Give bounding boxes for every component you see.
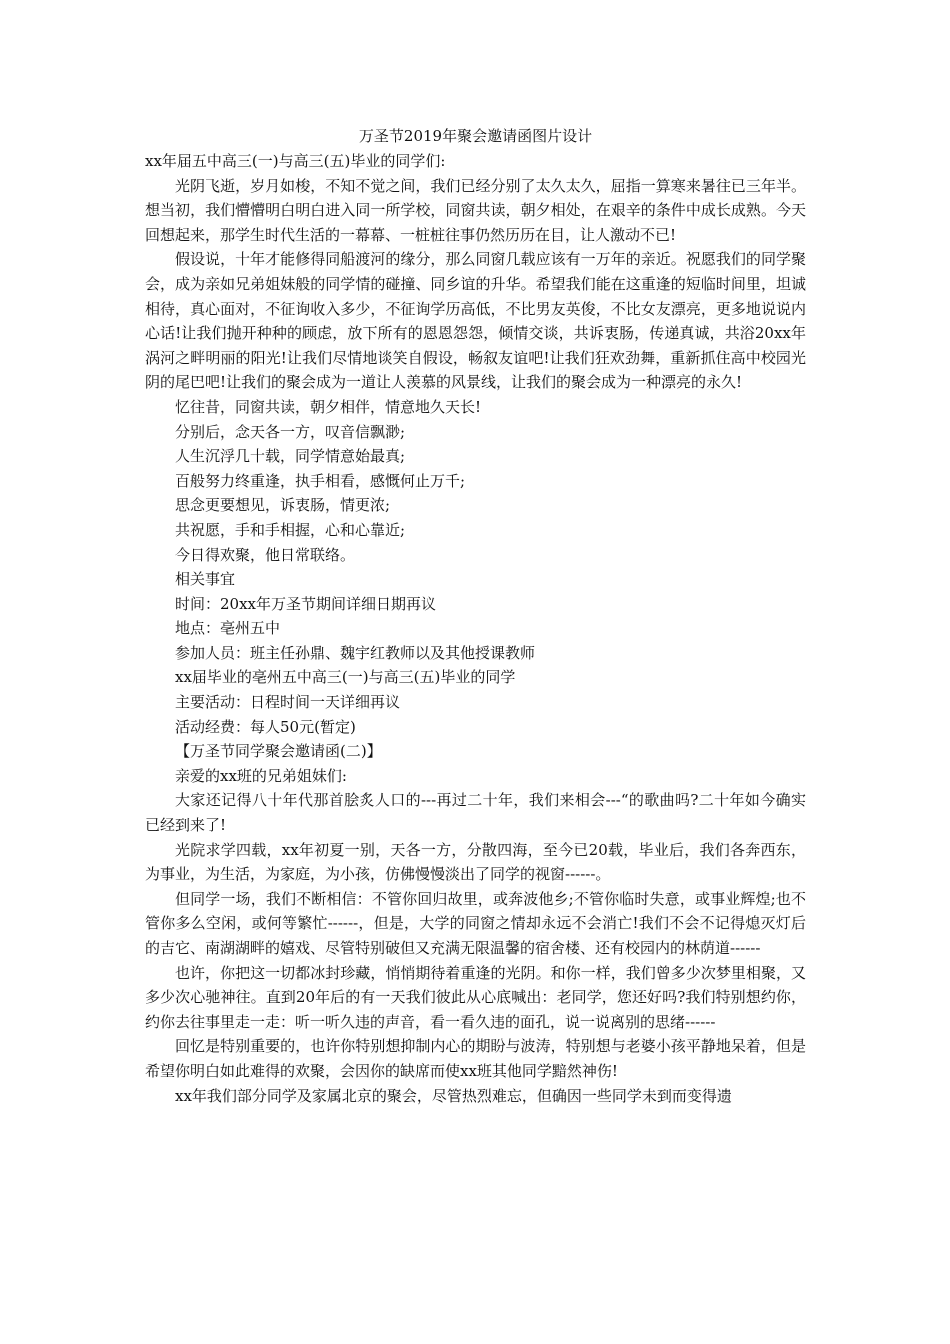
poem-line: 百般努力终重逢，执手相看，感慨何止万千;	[175, 471, 466, 490]
paragraph-truncated: xx年我们部分同学及家属北京的聚会，尽管热烈难忘，但确因一些同学未到而变得遗	[175, 1086, 732, 1105]
section-heading: 【万圣节同学聚会邀请函(二)】	[175, 742, 382, 761]
detail-fee: 活动经费：每人50元(暂定)	[175, 717, 356, 736]
detail-time: 时间：20xx年万圣节期间详细日期再议	[175, 594, 437, 613]
poem-line: 人生沉浮几十载，同学情意始最真;	[175, 447, 406, 466]
paragraph: 但同学一场，我们不断相信：不管你回归故里，或奔波他乡;不管你临时失意，或事业辉煌;也不管你多么空闲，或何等繁忙------，但是，大学的同窗之情却永远不会消亡!我们不会不记得熄灭灯后的吉它、南湖湖畔的嬉戏、尽管特别破但又充满无限温馨的宿舍楼、还有校园内的林荫道------	[145, 889, 806, 957]
details-heading: 相关事宜	[175, 570, 236, 589]
paragraph: 光院求学四载，xx年初夏一别，天各一方，分散四海，至今已20载，毕业后，我们各奔西东，为事业，为生活，为家庭，为小孩，仿佛慢慢淡出了同学的视窗------。	[145, 840, 806, 884]
paragraph: 大家还记得八十年代那首脍炙人口的---再过二十年，我们来相会---“的歌曲吗?二十年如今确实已经到来了!	[145, 791, 806, 835]
paragraph: 假设说，十年才能修得同船渡河的缘分，那么同窗几载应该有一万年的亲近。祝愿我们的同学聚会，成为亲如兄弟姐妹般的同学情的碰撞、同乡谊的升华。希望我们能在这重逢的短临时间里，坦诚相待，真心面对，不征询收入多少，不征询学历高低，不比男友英俊，不比女友漂亮，更多地说说内心话!让我们抛开种种的顾虑，放下所有的恩恩怨怨，倾情交谈，共诉衷肠，传递真诚，共浴20xx年涡河之畔明丽的阳光!让我们尽情地谈笑自假设，畅叙友谊吧!让我们狂欢劲舞，重新抓住高中校园光阴的尾巴吧!让我们的聚会成为一道让人羡慕的风景线，让我们的聚会成为一种漂亮的永久!	[145, 250, 806, 392]
paragraph: 回忆是特别重要的，也许你特别想抑制内心的期盼与波涛，特别想与老婆小孩平静地呆着，但是希望你明白如此难得的欢聚，会因你的缺席而使xx班其他同学黯然神伤!	[145, 1037, 806, 1080]
document-page	[145, 124, 806, 1108]
greeting-2: 亲爱的xx班的兄弟姐妹们:	[175, 766, 347, 785]
greeting: xx年届五中高三(一)与高三(五)毕业的同学们:	[145, 152, 446, 170]
paragraph: 光阴飞逝，岁月如梭，不知不觉之间，我们已经分别了太久太久，屈指一算寒来暑往已三年半。想当初，我们懵懵明白明白进入同一所学校，同窗共读，朝夕相处，在艰辛的条件中成长成熟。今天回想起来，那学生时代生活的一幕幕、一桩桩往事仍然历历在目，让人激动不已!	[145, 176, 806, 244]
poem-line: 思念更要想见，诉衷肠，情更浓;	[175, 496, 391, 515]
detail-participants-students: xx届毕业的亳州五中高三(一)与高三(五)毕业的同学	[175, 668, 516, 687]
detail-participants: 参加人员：班主任孙鼎、魏宇红教师以及其他授课教师	[175, 643, 536, 662]
document-title: 万圣节2019年聚会邀请函图片设计	[358, 127, 593, 145]
detail-activity: 主要活动：日程时间一天详细再议	[175, 693, 401, 712]
poem-line: 忆往昔，同窗共读，朝夕相伴，情意地久天长!	[175, 397, 482, 416]
poem-line: 今日得欢聚，他日常联络。	[175, 545, 356, 564]
poem-line: 分别后，念天各一方，叹音信飘渺;	[175, 422, 406, 441]
detail-location: 地点：亳州五中	[175, 619, 281, 638]
poem-line: 共祝愿，手和手相握，心和心靠近;	[175, 520, 406, 539]
paragraph: 也许，你把这一切都冰封珍藏，悄悄期待着重逢的光阴。和你一样，我们曾多少次梦里相聚，又多少次心驰神往。直到20年后的有一天我们彼此从心底喊出：老同学，您还好吗?我们特别想约你，约你去往事里走一走：听一听久违的声音，看一看久违的面孔，说一说离别的思绪------	[145, 963, 806, 1031]
